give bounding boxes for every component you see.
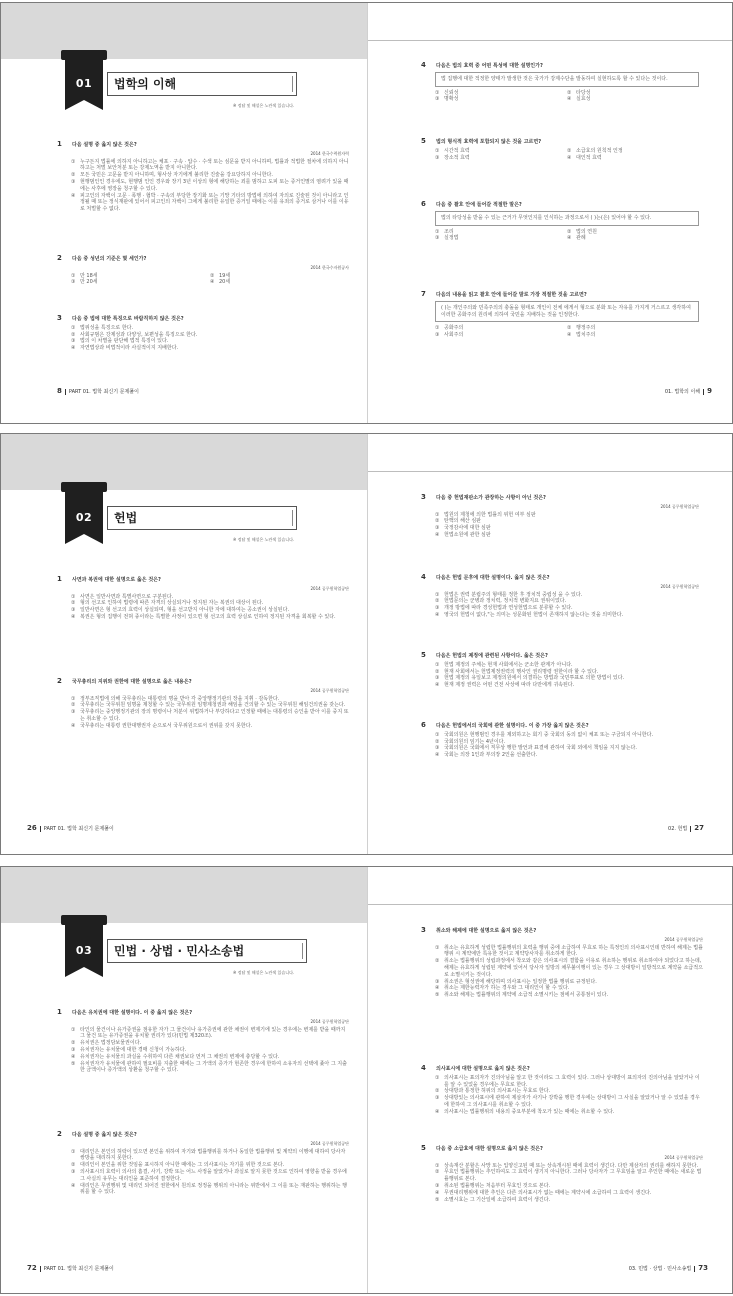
page-number: 26 (27, 824, 37, 832)
ribbon-tip (65, 100, 103, 110)
question-2 (57, 255, 349, 286)
question-text: 다음 중 헌법재판소가 관장하는 사항이 아닌 것은? (436, 495, 546, 501)
answer-option[interactable]: ③ 법의 이 차별을 판단해 법적 특징이 있다. (71, 338, 169, 345)
header-band (1, 867, 367, 923)
question-7 (421, 291, 699, 339)
question-text: 의사표시에 대한 설명으로 옳지 않은 것은? (436, 1066, 530, 1072)
footer-left (57, 387, 139, 395)
answer-option[interactable]: ③ 유치권자는 유치물에 대한 경매 신청이 가능하다. (71, 1046, 187, 1053)
answer-option[interactable]: ④ 20세 (210, 279, 231, 286)
question-number: 5 (421, 1144, 426, 1152)
answer-option[interactable]: ④ 영국의 헌법이 없다,"는 의미는 성문화된 헌법이 존재하지 않는다는 것을 의미한다. (435, 611, 624, 618)
page-number: 27 (694, 824, 704, 832)
question-text: 다음은 헌법의 제정에 관련된 사항이다. 옳은 것은? (436, 653, 548, 659)
question-text: 국무총리의 지위와 권한에 대한 설명으로 옳은 내용은? (72, 679, 192, 685)
chapter-ribbon (65, 482, 103, 534)
answer-option[interactable]: ② 법의 연원 (567, 228, 597, 235)
answer-option[interactable]: ② 탄핵의 해산 심판 (435, 518, 481, 525)
answer-option[interactable]: ④ 유치권자는 유치물의 과실을 수취하여 다른 채권보다 먼저 그 채권의 변제에 충당할 수 있다. (71, 1053, 280, 1060)
answer-option[interactable]: ① 신뢰성 (435, 89, 459, 96)
question-text: 다음 설명 중 옳지 않은 것은? (72, 1132, 137, 1138)
answer-option[interactable]: ③ 사회주의 (435, 332, 464, 339)
footer-right (665, 387, 712, 395)
answer-option[interactable]: ④ 현재 제정 권력은 어떤 건전 사상에 따라 다만에게 귀속된다. (435, 682, 575, 689)
answer-option[interactable]: ④ 의사표시는 법률행위의 내용의 중요부분에 착오가 있는 때에는 취소할 수 있다. (435, 1108, 615, 1115)
question-passage: 법의 타당성을 받을 수 있는 근거가 무엇인지를 인식하는 과정으로서 ( )는(은) 있어야 할 수 있다. (435, 211, 699, 226)
footer-part-label: PART 01. 법학 최신기 문제풀이 (43, 1266, 114, 1272)
ribbon-tip (65, 967, 103, 977)
question-source: 2014 공무원학업공단 (664, 1154, 703, 1160)
question-number: 6 (421, 200, 426, 208)
question-passage: ( )는 개인주의와 민족주의의 충돌을 형태로 개인이 전체 에게서 형으로 분화 또는 자유를 가지게 거스르고 생각하여 이러한 공화주의 원리에 의하여 국민을 지배하는 것을 인정한다. (435, 301, 699, 323)
header-band (1, 3, 367, 59)
answer-option[interactable]: ② 헌법문의는 군병과 정치력, 정치적 변화지요 권위이었다. (435, 598, 567, 605)
answer-option[interactable]: ④ 관례 (567, 235, 586, 242)
question-text: 다음 중 괄호 안에 들어갈 적절한 말은? (436, 202, 522, 208)
question-number: 1 (57, 575, 62, 583)
question-source: 2014 공무원학업공단 (310, 1140, 349, 1146)
page-number: 72 (27, 1264, 37, 1272)
answer-option[interactable]: ① 법위성을 특징으로 한다. (71, 324, 134, 331)
chapter-subnote: ※ 정답 및 해설은 노란색 있습니다. (233, 103, 295, 108)
question-3 (57, 315, 349, 352)
answer-option[interactable]: ⑤ 소멸시효는 그 기산일에 소급하여 효력이 생긴다. (435, 1196, 551, 1203)
question-text: 취소와 해제에 대한 설명으로 옳지 않은 것은? (436, 928, 537, 934)
question-4 (421, 1065, 703, 1116)
answer-option[interactable]: ④ 국무총리는 대통령 권한대행권자 순으로서 국무위원으로서 권위를 갖지 못한다. (71, 722, 253, 729)
chapter-ribbon (65, 50, 103, 100)
answer-option[interactable]: ④ 무권대리행위에 대한 추인은 다른 의사표시가 없는 때에는 계약시에 소급하여 그 효력이 생긴다. (435, 1189, 652, 1196)
answer-option[interactable]: ② 현재 사회에서는 헌법제정권력의 행사인 권리명령 권한이라 할 수 있다. (435, 668, 599, 675)
question-4 (421, 574, 699, 619)
answer-option[interactable]: ④ 국회는 의장 1인과 부의장 2인을 선출한다. (435, 752, 538, 759)
question-text: 다음은 유치권에 대한 설명이다. 이 중 옳지 않은 것은? (72, 1010, 193, 1016)
answer-option[interactable]: ② 상대방과 통정한 허위의 의사표시는 무효로 한다. (435, 1088, 551, 1095)
answer-option[interactable]: ① 만 18세 (71, 272, 98, 279)
footer-chapter-label: 03. 민법 · 상법 · 민사소송법 (628, 1266, 692, 1272)
chapter-number: 03 (75, 944, 93, 957)
answer-option[interactable]: ⑤ 취소와 해제는 법률행위의 계약에 소급적 소멸시키는 점에서 공통점이 있다. (435, 992, 609, 999)
footer-left (27, 824, 114, 832)
question-text: 다음 중 소급효에 대한 설명으로 옳지 않은 것은? (436, 1146, 543, 1152)
answer-option[interactable]: ③ 실정법 (435, 235, 459, 242)
answer-option[interactable]: ③ 의사표시의 효력이 의사의 흠결, 사기, 강박 또는 어느 사정을 알았거나 과실로 알지 못한 것으로 인하여 영향을 받을 경우에 그 사실의 유무는 대리인을 표준하여 결정한다. (71, 1168, 347, 1182)
question-text: 다음은 헌법에서의 국회에 관한 설명이다. 이 중 가장 옳지 않은 것은? (436, 723, 589, 729)
ribbon-tab (61, 482, 107, 492)
question-source: 2014 공무원학업공단 (660, 583, 699, 589)
question-number: 7 (421, 290, 426, 298)
header-band (1, 434, 367, 490)
answer-option[interactable]: ② 19세 (210, 272, 231, 279)
page-spread-3 (0, 866, 733, 1294)
page-number: 9 (707, 387, 712, 395)
answer-option[interactable]: ④ 피고인의 자백이 고문 · 폭행 · 협박 · 구속의 부당한 장기화 또는 기망 기타의 방법에 의하여 자의로 진술된 것이 아니라고 인정될 때 또는 정식재판에 있어서 피고인의 자백이 그에게 불리한 유일한 증거일 때에는 이를 유죄의 증거로 삼거나 이를 이유로 처벌할 수 없다. (71, 192, 349, 213)
question-3 (421, 494, 699, 539)
question-5 (421, 1145, 703, 1203)
question-number: 2 (57, 1130, 62, 1138)
question-text: 다음 중 법에 대한 특징으로 바람직하지 않은 것은? (72, 316, 184, 322)
question-text: 다음의 내용을 읽고 괄호 안에 들어갈 말로 가장 적절한 것을 고르면? (436, 292, 587, 298)
question-source: 2014 공무원학업공단 (310, 687, 349, 693)
chapter-title: 헌법 (107, 506, 297, 530)
answer-option[interactable]: ③ 현행범인인 경우에도, 현행범 인인 경우와 장기 3년 이상의 형에 해당하는 죄를 범하고 도피 또는 증거인멸의 염려가 있을 때에는 사후에 영장을 청구할 수 있다. (71, 178, 349, 192)
answer-option[interactable]: ① 시간적 효력 (435, 147, 470, 154)
question-text: 다음은 헌법 문후에 대한 설명이다. 옳지 않은 것은? (436, 575, 550, 581)
chapter-number: 02 (75, 511, 93, 524)
answer-option[interactable]: ① 타인의 물건이나 유가증권을 점유한 자가 그 물건이나 유가증권에 관한 채권이 변제기에 있는 경우에는 변제를 받을 때까지 그 물건 또는 유가증권을 유치할 권리가 있다(민법 제320조). (71, 1026, 346, 1040)
question-source: 2014 공무원학업공단 (664, 936, 703, 942)
answer-option[interactable]: ② 모든 국민은 고문을 받지 아니하며, 형사상 자기에게 불리한 진술을 강요당하지 아니한다. (71, 172, 273, 179)
answer-option[interactable]: ① 헌법 제정의 주체는 현재 사회에서는 군소한 관계가 아니다. (435, 661, 573, 668)
question-6 (421, 722, 699, 759)
question-text: 다음은 법의 효력 중 어떤 특성에 대한 설명인가? (436, 63, 543, 69)
question-text: 다음 중 성년의 기준은 몇 세인가? (72, 256, 147, 262)
answer-option[interactable]: ② 유치권은 법정담보물권이다. (71, 1040, 142, 1047)
answer-option[interactable]: ③ 상대방있는 의사표시에 관하여 제삼자가 사기나 강박을 행한 경우에는 상대방이 그 사실을 알았거나 알 수 있었을 경우에 한하여 그 의사표시를 취소할 수 있다. (435, 1095, 700, 1108)
answer-option[interactable]: ② 대리인이 본인을 위한 것임을 표시하지 아니한 때에는 그 의사표시는 자기를 위한 것으로 본다. (71, 1162, 285, 1169)
question-1 (57, 141, 349, 213)
answer-option[interactable]: ① 누구든지 법률에 의하지 아니하고는 체포 · 구속 · 압수 · 수색 또는 심문을 받지 아니하며, 법률과 적법한 절차에 의하지 아니하고는 처벌 보안처분 또는 강제노역을 받지 아니한다. (71, 158, 349, 172)
question-source: 2014 공무원학업공단 (310, 1018, 349, 1024)
footer-left (27, 1264, 114, 1272)
question-text: 다음 설명 중 옳지 않은 것은? (72, 142, 137, 148)
chapter-title: 법학의 이해 (107, 72, 297, 96)
answer-option[interactable]: ① 정부조직법에 의해 국무총리는 대통령의 명을 받아 각 중앙행정기관의 장을 지휘 · 감독한다. (71, 695, 280, 702)
answer-option[interactable]: ④ 취소는 제한능력자가 하는 경우와 그 대리인이 할 수 있다. (435, 985, 570, 992)
question-2 (57, 1131, 349, 1196)
answer-option[interactable]: ③ 만 20세 (71, 279, 98, 286)
question-text: 법의 형식적 효력에 포함되지 않은 것을 고르면? (436, 139, 542, 145)
header-rule (368, 904, 733, 905)
answer-option[interactable]: ④ 대인적 효력 (567, 154, 602, 161)
answer-option[interactable]: ③ 장소적 효력 (435, 154, 470, 161)
answer-option[interactable]: ③ 국회의원은 국회에서 직무상 행한 발언과 표결에 관하여 국회 외에서 책임을 지지 않는다. (435, 745, 637, 752)
question-number: 3 (57, 314, 62, 322)
question-number: 5 (421, 137, 426, 145)
answer-option[interactable]: ① 헌법은 권력 분립주의 형태를 정한 후 정치적 중립성 을 수 있다. (435, 591, 583, 598)
chapter-title: 민법 · 상법 · 민사소송법 (107, 939, 307, 963)
answer-option[interactable]: ① 사면은 일반사면과 특별사면으로 구분된다. (71, 593, 174, 600)
answer-option[interactable]: ④ 복권은 형의 집행이 전혀 종이라는 특별한 사정이 있으면 형 선고의 효력 상실로 인하여 정지된 자격을 회복할 수 있다. (71, 613, 336, 620)
footer-right (629, 1264, 708, 1272)
answer-option[interactable]: ② 행정주의 (567, 325, 596, 332)
answer-option[interactable]: ② 국무총리는 국무위원 임명을 제청할 수 있는 국무위원 임명제청권과 해임을 건의할 수 있는 국무위원 해임건의권을 갖는다. (71, 702, 346, 709)
question-number: 2 (57, 254, 62, 262)
answer-option[interactable]: ③ 명확성 (435, 96, 459, 103)
page-gutter (367, 867, 368, 1293)
answer-option[interactable]: ③ 일반사면은 형 선고의 효력이 상실되며, 형을 선고받지 아니한 자에 대하여는 공소권이 상실된다. (71, 607, 290, 614)
page-number: 73 (698, 1264, 708, 1272)
question-5 (421, 652, 699, 689)
footer-right (668, 824, 704, 832)
answer-option[interactable]: ① 대리인은 본인의 허락이 있으면 본인을 위하여 자기와 법률행위를 하거나 동일한 법률행위 및 계약의 이행에 대하여 당사자 쌍방을 대리하지 못한다. (71, 1148, 346, 1162)
answer-option[interactable]: ② 사회규범은 강제성과 다양성, 보편성을 특징으로 한다. (71, 331, 198, 338)
answer-option[interactable]: ② 소급효의 원칙적 인정 (567, 147, 623, 154)
answer-option[interactable]: ④ 실효성 (567, 96, 591, 103)
answer-option[interactable]: ③ 국정감사에 대한 심판 (435, 525, 491, 532)
question-number: 4 (421, 61, 426, 69)
footer-part-label: PART 01. 법학 최신기 문제풀이 (43, 826, 114, 832)
answer-option[interactable]: ① 의사표시는 표의자가 진의아님을 알고 한 것이라도 그 효력이 있다. 그러나 상대방이 표의자의 진의아님을 알았거나 이를 알 수 있었을 경우에는 무효로 한다. (435, 1074, 700, 1088)
question-source: 2014 한국수자원공사 (310, 264, 349, 270)
question-number: 5 (421, 651, 426, 659)
answer-option[interactable]: ③ 국무총리는 중앙행정기관의 장의 명령이나 처분이 위법하거나 부당하다고 인정할 때에는 대통령의 승인을 받아 이를 중지 또는 취소할 수 있다. (71, 709, 349, 722)
answer-option[interactable]: ③ 헌법 제정의 유일보고 제정의원에서 의결하는 방법과 국민투표로 의한 방법이 있다. (435, 675, 625, 682)
footer-chapter-label: 01. 법학의 이해 (664, 389, 701, 395)
chapter-ribbon (65, 915, 103, 967)
question-source: 2014 공무원학업공단 (310, 585, 349, 591)
page-number: 8 (57, 387, 62, 395)
answer-option[interactable]: ② 타당성 (567, 89, 591, 96)
answer-option[interactable]: ④ 자연법상과 비법적이라 사실적이지 지배한다. (71, 345, 179, 352)
answer-option[interactable]: ② 무효인 법률행위는 추인하여도 그 효력이 생기지 아니한다. 그러나 당사자가 그 무효임을 알고 추인한 때에는 새로운 법률행위로 본다. (435, 1169, 702, 1183)
question-number: 3 (421, 926, 426, 934)
answer-option[interactable]: ② 국회의원의 임기는 4년이다. (435, 738, 506, 745)
answer-option[interactable]: ③ 취소권은 형성권에 해당하며 의사표시는 일정한 법률 행위로 규정된다. (435, 978, 597, 985)
answer-option[interactable]: ④ 헌법소원에 관한 심판 (435, 531, 491, 538)
chapter-subnote: ※ 정답 및 해설은 노란색 있습니다. (233, 537, 295, 542)
answer-option[interactable]: ① 취소는 유효하게 성립한 법률행위의 효력을 행위 중에 소급하여 무효로 하는 특정인의 의사표시인데 반하여 해제는 법률행위 시 계약에만 특유한 것이고 계약당사자를 취소하게 한다. (435, 944, 703, 958)
answer-option[interactable]: ① 법원의 제청에 의한 법률의 위헌 여부 심판 (435, 511, 536, 518)
question-3 (421, 927, 703, 999)
answer-option[interactable]: ① 조리 (435, 228, 454, 235)
page-spread-2 (0, 433, 733, 855)
question-1 (57, 576, 349, 621)
page-gutter (367, 434, 368, 854)
question-number: 4 (421, 573, 426, 581)
answer-option[interactable]: ④ 법치주의 (567, 332, 596, 339)
question-number: 3 (421, 493, 426, 501)
footer-chapter-label: 02. 헌법 (668, 826, 688, 832)
page-spread-1 (0, 2, 733, 424)
answer-option[interactable]: ① 공화주의 (435, 325, 464, 332)
footer-part-label: PART 01. 법학 최신기 문제풀이 (68, 389, 139, 395)
answer-option[interactable]: ① 상속재산 분할은 사망 또는 입양신고된 때 또는 상속개시된 때에 효력이 생긴다. 다만 제삼자의 권리를 해하지 못한다. (435, 1162, 699, 1169)
question-5 (421, 138, 699, 161)
question-4 (421, 62, 699, 103)
question-number: 2 (57, 677, 62, 685)
answer-option[interactable]: ⑤ 유치권자가 유치물에 관하여 필요비를 지출한 때에는 그 가액의 증가가 현존한 경우에 한하여 소유자의 선택에 좇아 그 지출한 금액이나 증가액의 상환을 청구할 수 있다. (71, 1060, 347, 1074)
page-gutter (367, 3, 368, 423)
answer-option[interactable]: ① 국회의원은 현행범인 경우를 제외하고는 회기 중 국회의 동의 없이 체포 또는 구금되지 아니한다. (435, 731, 654, 738)
answer-option[interactable]: ② 형의 선고로 인하여 법령에 따른 자격의 상실되거나 정지된 자는 복권의 대상이 된다. (71, 600, 264, 607)
question-number: 6 (421, 721, 426, 729)
question-text: 사면과 복권에 대한 설명으로 옳은 것은? (72, 577, 161, 583)
question-source: 2014 한국수력원자력 (310, 150, 349, 156)
header-rule (368, 471, 733, 472)
answer-option[interactable]: ③ 취소된 법률행위는 처음부터 무효인 것으로 본다. (435, 1182, 551, 1189)
chapter-subnote: ※ 정답 및 해설은 노란색 있습니다. (233, 970, 295, 975)
question-passage: 법 집행에 대한 적정한 양태가 발생한 것은 국가가 강제수단을 발동하여 실현하도록 할 수 있다는 것이다. (435, 72, 699, 87)
answer-option[interactable]: ② 취소는 법률행위의 성립과정에서 착오와 같은 의사표시의 결함을 이유로 취소하는 행위로 취소하여야 되었다고 하는데, 해제는 유효하게 성립된 계약에 있어서 당사자 일방의 채무불이행이 있는 경우 그 상대방이 일방적으로 계약을 소급적으로 소멸시키는 것이다. (435, 958, 703, 978)
question-number: 1 (57, 1008, 62, 1016)
question-6 (421, 201, 699, 242)
question-2 (57, 678, 349, 730)
header-rule (368, 40, 733, 41)
chapter-number: 01 (75, 77, 93, 90)
question-number: 4 (421, 1064, 426, 1072)
ribbon-tip (65, 534, 103, 544)
ribbon-tab (61, 915, 107, 925)
ribbon-tab (61, 50, 107, 60)
question-1 (57, 1009, 349, 1074)
question-source: 2014 공무원학업공단 (660, 503, 699, 509)
answer-option[interactable]: ④ 대리인은 무권행위 및 대리인 되어진 권한에서 원의로 정정을 행위의 아니라는 위반에서 그 이를 또는 재판하는 행위하는 행위를 할 수 있다. (71, 1182, 347, 1196)
answer-option[interactable]: ③ 개정 방법에 따라 경성헌법과 연성헌법으로 분류할 수 있다. (435, 605, 573, 612)
question-number: 1 (57, 140, 62, 148)
